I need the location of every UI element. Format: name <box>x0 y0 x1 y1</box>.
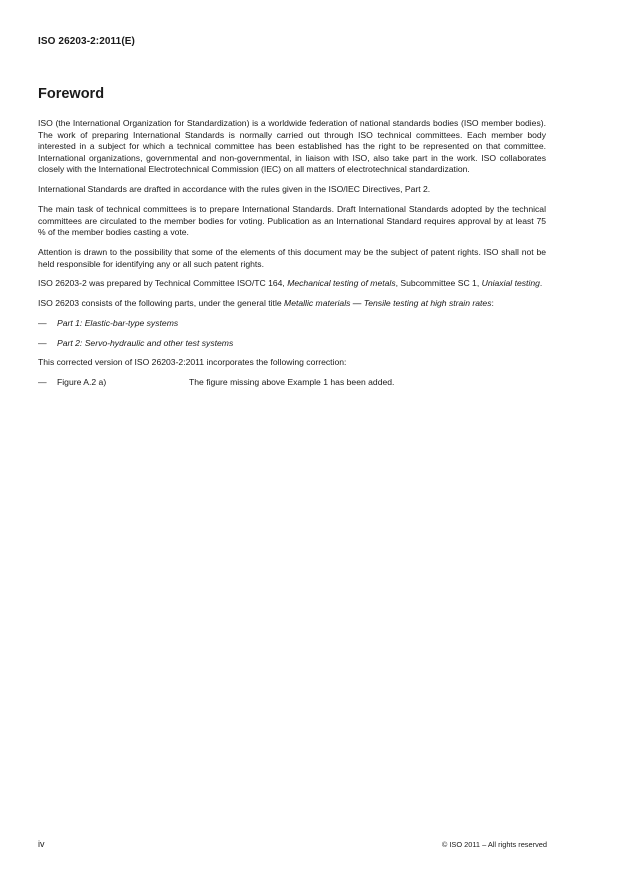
paragraph-main-task: The main task of technical committees is to prepare International Standards. Draft International Standards adopted by the technical committees are circulated to the member bodies for voting. Publication as an International Standard requires approval by at least 75 % of the member bodies casting a vote. <box>38 203 546 238</box>
part-title: Part 2: Servo-hydraulic and other test systems <box>57 337 234 348</box>
subcommittee-title: Uniaxial testing <box>481 278 540 289</box>
colon: : <box>491 298 494 309</box>
list-dash: — <box>38 317 47 328</box>
paragraph-patent-rights: Attention is drawn to the possibility that some of the elements of this document may be the subject of patent rights. ISO shall not be held responsible for identifying any or all such patent rights. <box>38 246 546 269</box>
correction-text: The figure missing above Example 1 has been added. <box>189 377 395 388</box>
subcommittee-text: , Subcommittee SC 1, <box>395 278 482 289</box>
page-number: iv <box>38 839 45 849</box>
list-item-correction <box>38 377 546 389</box>
list-item-part-1 <box>38 318 546 330</box>
correction-figure-ref: Figure A.2 a) <box>57 377 107 388</box>
paragraph-prepared-by <box>38 278 546 290</box>
period: . <box>539 278 543 289</box>
list-dash: — <box>38 337 47 348</box>
paragraph-iso-intro: ISO (the International Organization for Standardization) is a worldwide federation of national standards bodies (ISO member bodies). The work of preparing International Standards is normally carried out through ISO technical committees. Each member body interested in a subject for which a technical committee has been established has the right to be represented on that committee. International organizations, governmental and non-governmental, in liaison with ISO, also take part in the work. ISO collaborates closely with the International Electrotechnical Commission (IEC) on all matters of electrotechnical standardization. <box>38 118 546 175</box>
paragraph-corrected-version: This corrected version of ISO 26203-2:2011 incorporates the following correction: <box>38 357 347 368</box>
general-title: Metallic materials — Tensile testing at high strain rates <box>284 298 492 309</box>
foreword-body <box>38 118 546 397</box>
copyright-notice: © ISO 2011 – All rights reserved <box>441 840 547 849</box>
list-item-part-2 <box>38 338 546 350</box>
page-title: Foreword <box>38 86 105 102</box>
list-dash: — <box>38 377 47 388</box>
part-title: Part 1: Elastic-bar-type systems <box>57 317 179 328</box>
paragraph-directives: International Standards are drafted in accordance with the rules given in the ISO/IEC Directives, Part 2. <box>38 184 431 195</box>
parts-intro-text: ISO 26203 consists of the following parts, under the general title <box>38 298 285 309</box>
committee-title: Mechanical testing of metals <box>287 278 396 289</box>
document-id-header: ISO 26203-2:2011(E) <box>38 36 135 47</box>
prepared-by-text: ISO 26203-2 was prepared by Technical Committee ISO/TC 164, <box>38 278 288 289</box>
paragraph-parts-intro <box>38 298 546 310</box>
